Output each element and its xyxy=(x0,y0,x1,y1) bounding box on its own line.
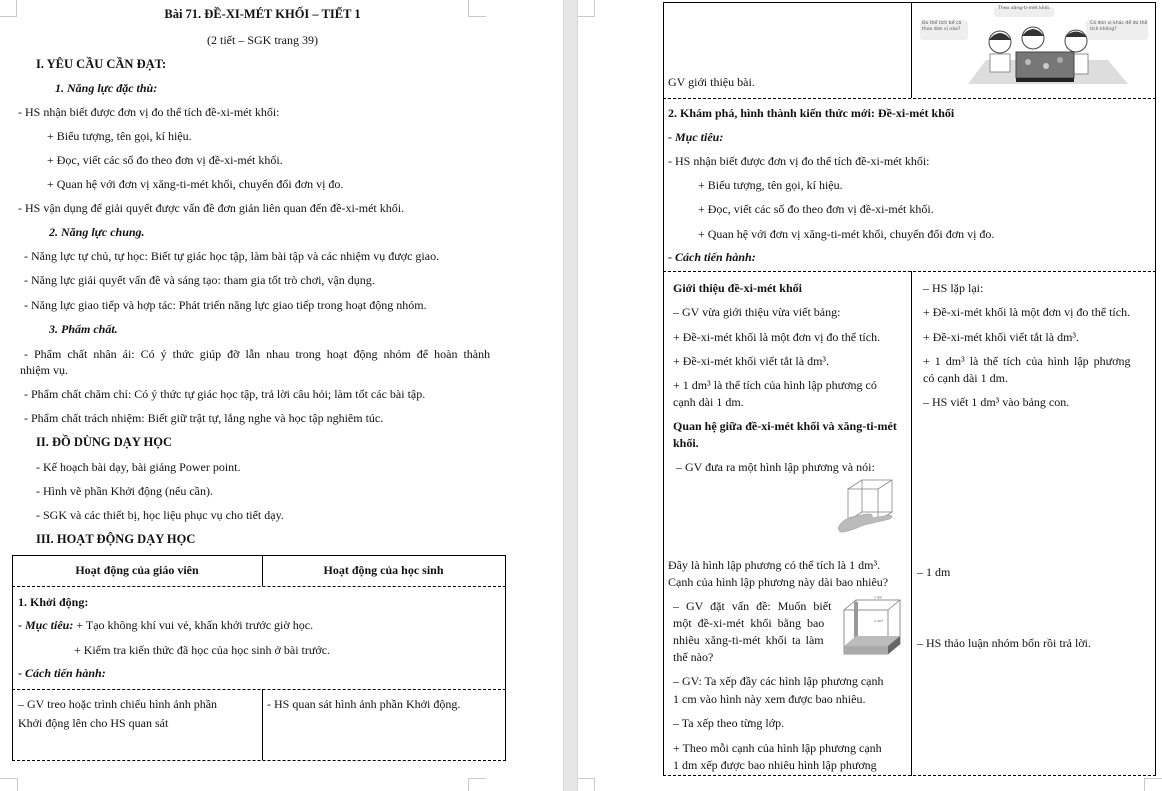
text-line: - Phẩm chất trách nhiệm: Biết giữ trật tự, lắng nghe và học tập nghiêm túc. xyxy=(24,411,384,425)
text-line: - Phẩm chất nhân ái: Có ý thức giúp đỡ lẫn nhau trong hoạt động nhóm để hoàn thành xyxy=(24,347,491,361)
text-line: Đây là hình lập phương có thể tích là 1 dm³. xyxy=(668,558,881,572)
text-line: – GV đặt vấn đề: Muốn biết xyxy=(673,599,832,613)
table-header-teacher: Hoạt động của giáo viên xyxy=(75,563,199,577)
text-line: một đề-xi-mét khối bằng bao xyxy=(673,616,825,630)
activity-title: 1. Khởi động: xyxy=(18,595,89,609)
activity-subtitle: khối. xyxy=(673,436,699,450)
activity-subtitle: Quan hệ giữa đề-xi-mét khối và xăng-ti-mét xyxy=(673,419,897,433)
activity-title: 2. Khám phá, hình thành kiến thức mới: Đề-xi-mét khối xyxy=(668,106,955,120)
text-line: + Biểu tượng, tên gọi, kí hiệu. xyxy=(698,178,843,192)
text-line: + Đề-xi-mét khối là một đơn vị đo thể tích. xyxy=(673,330,881,344)
table-border xyxy=(12,689,506,690)
text-line: – HS viết 1 dm³ vào bảng con. xyxy=(923,395,1070,409)
text-line: + Đề-xi-mét khối viết tắt là dm³. xyxy=(923,330,1079,344)
text-line: + Đọc, viết các số đo theo đơn vị đề-xi-mét khối. xyxy=(698,202,934,216)
text-line: + 1 dm³ là thể tích của hình lập phương xyxy=(923,354,1131,368)
subsection-heading: 1. Năng lực đặc thù: xyxy=(55,81,158,95)
cube-diagram-icon xyxy=(840,596,904,658)
text-line: thế nào? xyxy=(673,650,714,664)
table-header-student: Hoạt động của học sinh xyxy=(323,563,444,577)
margin-corner-mark xyxy=(578,778,595,791)
text-line: + Theo mỗi cạnh của hình lập phương cạnh xyxy=(673,741,882,755)
document-page-left xyxy=(0,0,563,791)
text-line: + Quan hệ với đơn vị xăng-ti-mét khối, chuyển đổi đơn vị đo. xyxy=(47,177,344,191)
text-line: nhiêu xăng-ti-mét khối ta làm xyxy=(673,633,824,647)
text-line: cạnh dài 1 dm. xyxy=(673,395,744,409)
label: - Cách tiến hành: xyxy=(668,250,756,264)
subsection-heading: 3. Phẩm chất. xyxy=(49,322,118,336)
table-border xyxy=(1155,2,1156,776)
text-line: + Quan hệ với đơn vị xăng-ti-mét khối, chuyển đổi đơn vị đo. xyxy=(698,227,995,241)
text-line: GV giới thiệu bài. xyxy=(668,75,755,89)
label: 1 dm³ xyxy=(874,619,883,623)
text-line: Khởi động lên cho HS quan sát xyxy=(18,716,169,730)
text-line: + Đề-xi-mét khối viết tắt là dm³. xyxy=(673,354,829,368)
text-line: 1 cm vào hình này xem được bao nhiêu. xyxy=(673,692,866,706)
cube-in-hand-icon xyxy=(836,478,896,534)
table-border xyxy=(663,2,1156,3)
text-line: - HS nhận biết được đơn vị đo thể tích đề-xi-mét khối: xyxy=(18,105,280,119)
text-line: + Đề-xi-mét khối là một đơn vị đo thể tích. xyxy=(923,305,1131,319)
table-border xyxy=(12,555,506,556)
text-line: nhiệm vụ. xyxy=(20,363,68,377)
text-line xyxy=(18,618,313,633)
text-line: – GV đưa ra một hình lập phương và nói: xyxy=(676,460,875,474)
text-line: + Đọc, viết các số đo theo đơn vị đề-xi-mét khối. xyxy=(47,153,283,167)
subsection-heading: 2. Năng lực chung. xyxy=(49,225,145,239)
text-line: + 1 dm³ là thể tích của hình lập phương có xyxy=(673,378,877,392)
text-line: 1 dm xếp được bao nhiêu hình lập phương xyxy=(673,758,877,772)
text-line: - HS vận dụng để giải quyết được vấn đề đơn giản liên quan đến đề-xi-mét khối. xyxy=(18,201,405,215)
text-line: có cạnh dài 1 dm. xyxy=(923,371,1008,385)
document-page-right xyxy=(578,0,1162,791)
table-border xyxy=(663,775,1156,776)
label: - Cách tiến hành: xyxy=(18,666,106,680)
section-heading: I. YÊU CẦU CẦN ĐẠT: xyxy=(36,57,167,71)
label: - Mục tiêu: xyxy=(18,618,74,632)
margin-corner-mark xyxy=(578,0,595,17)
speech-bubble-center: Theo xăng-ti-mét khối. xyxy=(998,6,1051,11)
activity-subtitle: Giới thiệu đề-xi-mét khối xyxy=(673,281,802,295)
text-line: - Năng lực tự chủ, tự học: Biết tự giác học tập, làm bài tập và các nhiệm vụ được giao. xyxy=(24,249,440,263)
lesson-title: Bài 71. ĐỀ-XI-MÉT KHỐI – TIẾT 1 xyxy=(164,7,361,21)
label: 1 dm xyxy=(874,596,883,600)
margin-corner-mark xyxy=(0,778,18,791)
margin-corner-mark xyxy=(1144,778,1162,791)
table-border xyxy=(911,271,912,776)
text-line: Cạnh của hình lập phương này dài bao nhiêu? xyxy=(668,575,889,589)
section-heading: II. ĐỒ DÙNG DẠY HỌC xyxy=(36,435,172,449)
speech-bubble-left: Đo thể tích bể cá theo đơn vị nào? xyxy=(922,21,962,32)
lesson-subtitle: (2 tiết – SGK trang 39) xyxy=(207,33,318,47)
text-line: + Kiểm tra kiến thức đã học của học sinh ở bài trước. xyxy=(74,643,331,657)
text-line: – HS thảo luận nhóm bốn rồi trả lời. xyxy=(917,636,1091,650)
text-line: – Ta xếp theo từng lớp. xyxy=(673,716,785,730)
text-line: – GV: Ta xếp đầy các hình lập phương cạnh xyxy=(673,674,884,688)
text-line: - Năng lực giao tiếp và hợp tác: Phát triển năng lực giao tiếp trong hoạt động nhóm. xyxy=(24,298,427,312)
page-gutter xyxy=(563,0,578,791)
dm3-cube-diagram xyxy=(840,596,904,658)
margin-corner-mark xyxy=(468,778,486,791)
khoi-dong-illustration xyxy=(918,4,1152,90)
text-line: – 1 dm xyxy=(917,565,951,579)
text: + Tạo không khí vui vẻ, khấn khởi trước giờ học. xyxy=(73,618,314,632)
table-border xyxy=(12,586,506,587)
section-heading: III. HOẠT ĐỘNG DẠY HỌC xyxy=(36,532,196,546)
text-line: – GV treo hoặc trình chiếu hình ảnh phần xyxy=(18,697,218,711)
text-line: - Kế hoạch bài dạy, bài giảng Power point. xyxy=(36,460,241,474)
table-border xyxy=(262,689,263,760)
label: - Mục tiêu: xyxy=(668,130,724,144)
children-aquarium-image xyxy=(918,4,1152,90)
table-border xyxy=(663,2,664,776)
table-border xyxy=(663,271,1156,272)
speech-bubble-right: Có đơn vị khác để đo thể tích không? xyxy=(1090,21,1148,32)
text-line: + Biểu tượng, tên gọi, kí hiệu. xyxy=(47,129,192,143)
text-line: - Phẩm chất chăm chỉ: Có ý thức tự giác học tập, trả lời câu hỏi; làm tốt các bài tập. xyxy=(24,387,426,401)
text-line: - HS quan sát hình ảnh phần Khởi động. xyxy=(267,697,461,711)
text-line: - SGK và các thiết bị, học liệu phục vụ cho tiết dạy. xyxy=(36,508,284,522)
text-line: – HS lặp lại: xyxy=(923,281,984,295)
text-line: – GV vừa giới thiệu vừa viết bảng: xyxy=(673,305,841,319)
text-line: - Năng lực giải quyết vấn đề và sáng tạo: tham gia tốt trò chơi, vận dụng. xyxy=(24,273,375,287)
table-border xyxy=(911,2,912,98)
table-border xyxy=(12,760,506,761)
cube-in-hand-image xyxy=(836,478,896,534)
table-border xyxy=(663,98,1156,99)
text-line: - Hình vẽ phần Khởi động (nếu cần). xyxy=(36,484,213,498)
text-line: - HS nhận biết được đơn vị đo thể tích đề-xi-mét khối: xyxy=(668,154,930,168)
